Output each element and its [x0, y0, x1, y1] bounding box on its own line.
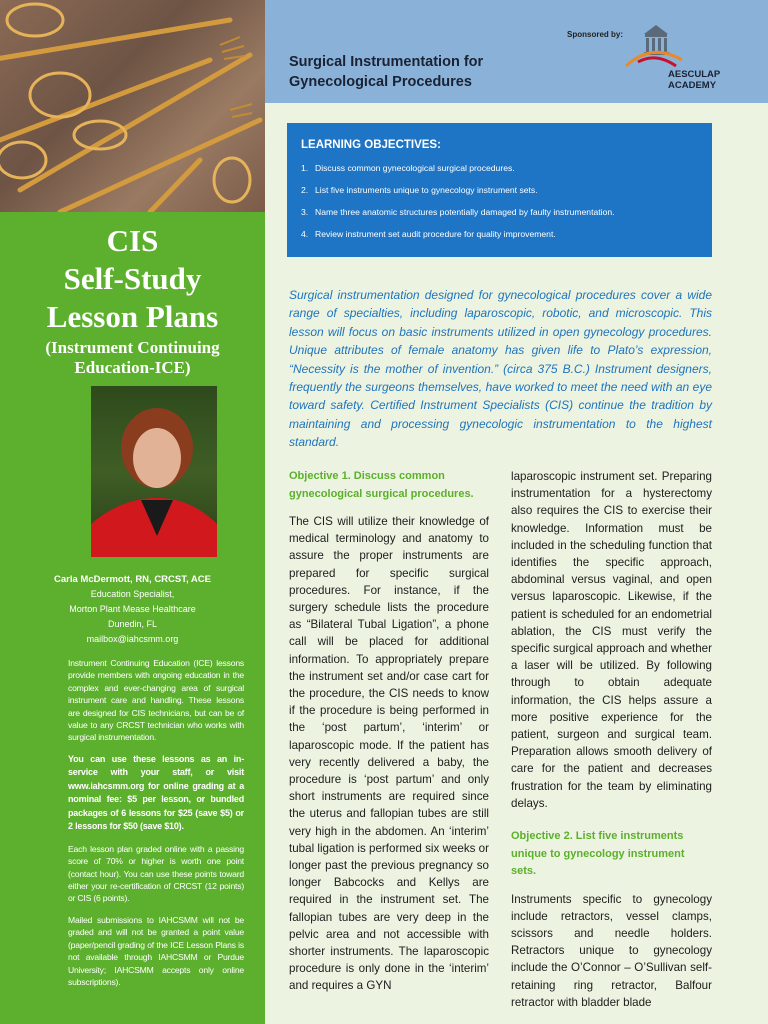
- sponsor-name-line-1: AESCULAP: [668, 69, 721, 80]
- aesculap-academy-name: [668, 69, 720, 91]
- learning-objective-item: [301, 183, 701, 205]
- objective-number: 2.: [301, 185, 309, 195]
- ice-paragraph: Instrument Continuing Education (ICE) lessons provide members with ongoing education in the complex and ever-changing area of surgical instrument care and handling. These lessons are designed for CIS technicians, but can be of value to any CRCST technician who works with surgical instrumentation.: [68, 658, 244, 743]
- learning-objective-item: [301, 205, 701, 227]
- objective-text: List five instruments unique to gynecology instrument sets.: [315, 185, 538, 195]
- ice-info-text: [68, 657, 244, 997]
- objective-1-heading-line-1: Objective 1. Discuss common: [289, 470, 445, 482]
- objective-text: Review instrument set audit procedure for quality improvement.: [315, 229, 556, 239]
- sponsor-name-line-2: ACADEMY: [668, 80, 717, 91]
- lesson-plans-subtitle: [0, 338, 265, 378]
- author-role: Education Specialist,: [90, 589, 175, 599]
- objective-1-body: The CIS will utilize their knowledge of medical terminology and anatomy to assure the proper instruments are prepared for specific surgical procedures. For instance, if the surgery schedule lists the procedure as “Bilateral Tubal Ligation”, a phone call will be placed for additional information. To appropriately prepare the instrument set and/or case cart for the procedure, the CIS needs to know if the procedure is being performed in the ‘post partum’, ‘interim’ or laparoscopic mode. If the patient has very recently delivered a baby, the procedure is ‘post partum’ and only short instruments are required since the uterus and fallopian tubes are still very high in the abdomen. An ‘interim’ tubal ligation is performed six weeks or longer past the previous pregnancy so longer Babcocks and Kellys are required in the instrument set. The fallopian tubes are very deep in the pelvic area and not accessible with shorter instruments. The laparoscopic procedure is only done in the ‘interim’ and requires a GYN: [289, 515, 489, 993]
- learning-objectives-list: [301, 161, 701, 249]
- page-title-line-2: Gynecological Procedures: [289, 74, 472, 90]
- lesson-plans-title: [0, 222, 265, 336]
- title-line-1: CIS: [106, 223, 159, 258]
- article-column-1: [289, 468, 489, 995]
- objective-2-heading: [511, 828, 712, 881]
- learning-objectives-heading: LEARNING OBJECTIVES:: [301, 139, 441, 151]
- author-info: [0, 572, 265, 647]
- title-line-3: Lesson Plans: [46, 299, 219, 334]
- subtitle-line-2: Education-ICE): [74, 358, 191, 377]
- article-column-2: [511, 468, 712, 1011]
- author-portrait: [91, 386, 217, 557]
- author-email[interactable]: mailbox@iahcsmm.org: [86, 634, 179, 644]
- intro-paragraph: Surgical instrumentation designed for gynecological procedures cover a wide range of specialties, including laparoscopic, robotic, and microscopic. This lesson will focus on basic instruments utilized in open gynecology procedures. Unique attributes of female anatomy has given life to Plato’s expression, “Necessity is the mother of invention.” (circa 375 B.C.) Instrument designers, frequently the surgeons themselves, have worked to meet the need with an eye toward safety. Certified Instrument Specialists (CIS) continue the tradition by maintaining and processing gynecologic instrumentation to the highest standard.: [289, 288, 712, 450]
- sponsored-by-label: Sponsored by:: [567, 30, 624, 39]
- author-location: Dunedin, FL: [107, 619, 158, 629]
- page-title-line-1: Surgical Instrumentation for: [289, 54, 484, 70]
- objective-2-heading-line-1: Objective 2. List five instruments: [511, 830, 684, 843]
- learning-objectives-box: [287, 123, 712, 257]
- author-name: Carla McDermott, RN, CRCST, ACE: [54, 574, 211, 585]
- objective-number: 3.: [301, 207, 309, 217]
- objective-text: Name three anatomic structures potentially damaged by faulty instrumentation.: [315, 207, 615, 217]
- objective-1-body-continued: laparoscopic instrument set. Preparing instrumentation for a hysterectomy also requires the CIS to exercise their knowledge. Information must be included in the scheduling function that identifies the specific approach, abdominal versus vaginal, and open versus laparoscopic. Likewise, if the patient is scheduled for an endometrial ablation, the CIS must verify the specific surgical approach and whether a laser will be utilized. By following through to obtain adequate information, the CIS helps assure a more positive experience for the patient, surgeon and surgical team. Preparation allows smooth delivery of care for the patient and decreases frustration for the team by eliminating delays.: [511, 470, 712, 810]
- ice-paragraph-pricing: You can use these lessons as an in-service with your staff, or visit www.iahcsmm.org for online grading at a nominal fee: $5 per lesson, or bundled packages of 6 lessons for $25 (save $5) or 2 lessons for $50 (save $10).: [68, 753, 244, 832]
- objective-text: Discuss common gynecological surgical procedures.: [315, 163, 515, 173]
- page-title: [289, 52, 529, 92]
- surgical-instruments-photo: [0, 0, 265, 212]
- learning-objective-item: [301, 161, 701, 183]
- ice-paragraph: Each lesson plan graded online with a passing score of 70% or higher is worth one point (contact hour). You can use these points toward either your re-certification of CRCST (12 points) or CIS (6 points).: [68, 843, 244, 904]
- learning-objective-item: [301, 227, 701, 249]
- ice-paragraph: Mailed submissions to IAHCSMM will not be graded and will not be granted a point value (paper/pencil grading of the ICE Lesson Plans is not available through IAHCSMM or Purdue University; IAHCSMM accepts only online subscriptions).: [68, 914, 244, 987]
- objective-number: 1.: [301, 163, 309, 173]
- objective-2-heading-line-2: unique to gynecology instrument sets.: [511, 847, 685, 878]
- objective-1-heading: [289, 468, 489, 503]
- objective-number: 4.: [301, 229, 309, 239]
- author-organization: Morton Plant Mease Healthcare: [69, 604, 196, 614]
- objective-1-heading-line-2: gynecological surgical procedures.: [289, 487, 474, 500]
- subtitle-line-1: (Instrument Continuing: [45, 338, 220, 357]
- objective-2-body: Instruments specific to gynecology include retractors, vessel clamps, scissors and needle holders. Retractors unique to gynecology include the O’Connor – O’Sullivan self-retaining ring retractor, Balfour retractor with bladder blade: [511, 892, 712, 1009]
- title-line-2: Self-Study: [63, 261, 202, 296]
